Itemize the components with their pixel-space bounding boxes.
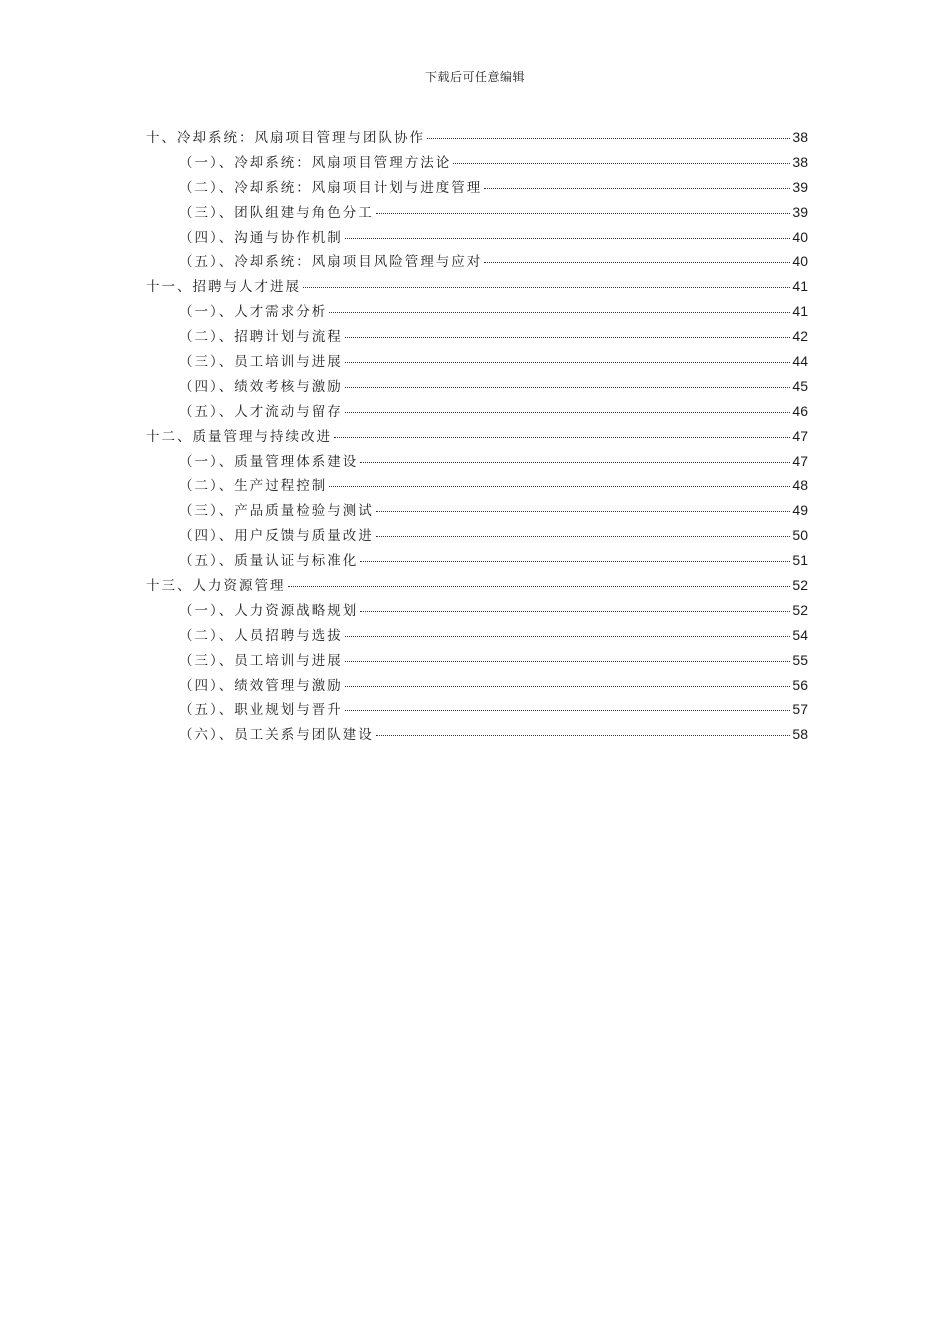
toc-section-entry[interactable]	[146, 599, 808, 624]
toc-dot-leader	[345, 337, 791, 338]
toc-entry-title: 十三、人力资源管理	[146, 578, 286, 595]
toc-entry-title: （五）、职业规划与晋升	[179, 702, 343, 719]
toc-section-entry[interactable]	[146, 400, 808, 425]
toc-page-number: 39	[792, 203, 808, 220]
toc-section-entry[interactable]	[146, 226, 808, 251]
toc-dot-leader	[303, 287, 790, 288]
toc-section-entry[interactable]	[146, 450, 808, 475]
toc-entry-title: 十二、质量管理与持续改进	[146, 428, 332, 445]
toc-page-number: 42	[792, 328, 808, 345]
toc-entry-title: （一）、质量管理体系建设	[179, 453, 359, 470]
toc-page-number: 47	[792, 452, 808, 469]
table-of-contents	[146, 126, 808, 748]
toc-page-number: 41	[792, 278, 808, 295]
toc-dot-leader	[288, 586, 791, 587]
toc-section-entry[interactable]	[146, 723, 808, 748]
toc-dot-leader	[376, 511, 791, 512]
toc-entry-title: （一）、人力资源战略规划	[179, 602, 359, 619]
toc-page-number: 52	[792, 601, 808, 618]
toc-entry-title: （一）、人才需求分析	[179, 304, 328, 321]
toc-dot-leader	[360, 561, 790, 562]
toc-section-entry[interactable]	[146, 549, 808, 574]
toc-chapter-entry[interactable]	[146, 126, 808, 151]
toc-dot-leader	[329, 312, 790, 313]
toc-page-number: 50	[792, 527, 808, 544]
toc-page-number: 49	[792, 502, 808, 519]
toc-entry-title: （二）、生产过程控制	[179, 478, 328, 495]
toc-entry-title: （四）、绩效考核与激励	[179, 378, 343, 395]
toc-dot-leader	[345, 412, 791, 413]
toc-dot-leader	[360, 462, 790, 463]
toc-page-number: 44	[792, 353, 808, 370]
toc-entry-title: （三）、员工培训与进展	[179, 354, 343, 371]
toc-section-entry[interactable]	[146, 350, 808, 375]
toc-entry-title: （三）、产品质量检验与测试	[179, 503, 374, 520]
toc-entry-title: （四）、用户反馈与质量改进	[179, 528, 374, 545]
toc-page-number: 57	[792, 701, 808, 718]
toc-dot-leader	[345, 387, 791, 388]
toc-section-entry[interactable]	[146, 375, 808, 400]
toc-dot-leader	[453, 163, 790, 164]
toc-dot-leader	[345, 636, 791, 637]
toc-dot-leader	[345, 710, 791, 711]
toc-page-number: 48	[792, 477, 808, 494]
toc-dot-leader	[360, 611, 790, 612]
toc-section-entry[interactable]	[146, 674, 808, 699]
toc-page-number: 41	[792, 303, 808, 320]
toc-section-entry[interactable]	[146, 649, 808, 674]
toc-section-entry[interactable]	[146, 325, 808, 350]
toc-dot-leader	[376, 735, 791, 736]
toc-page-number: 54	[792, 626, 808, 643]
toc-dot-leader	[484, 262, 790, 263]
toc-dot-leader	[329, 486, 790, 487]
toc-page-number: 47	[792, 427, 808, 444]
toc-dot-leader	[427, 138, 790, 139]
toc-page-number: 56	[792, 676, 808, 693]
toc-section-entry[interactable]	[146, 201, 808, 226]
toc-section-entry[interactable]	[146, 474, 808, 499]
toc-section-entry[interactable]	[146, 524, 808, 549]
toc-entry-title: （六）、员工关系与团队建设	[179, 727, 374, 744]
toc-section-entry[interactable]	[146, 300, 808, 325]
toc-chapter-entry[interactable]	[146, 574, 808, 599]
toc-entry-title: （三）、团队组建与角色分工	[179, 204, 374, 221]
toc-entry-title: （四）、绩效管理与激励	[179, 677, 343, 694]
toc-dot-leader	[345, 238, 791, 239]
page-header: 下载后可任意编辑	[424, 70, 525, 84]
toc-page-number: 40	[792, 228, 808, 245]
toc-page-number: 38	[792, 153, 808, 170]
toc-page-number: 52	[792, 577, 808, 594]
toc-chapter-entry[interactable]	[146, 425, 808, 450]
toc-entry-title: 十、冷却系统：风扇项目管理与团队协作	[146, 130, 425, 146]
toc-dot-leader	[345, 686, 791, 687]
toc-section-entry[interactable]	[146, 624, 808, 649]
toc-dot-leader	[376, 213, 791, 214]
toc-dot-leader	[376, 536, 791, 537]
toc-section-entry[interactable]	[146, 176, 808, 201]
toc-page-number: 58	[792, 726, 808, 743]
toc-dot-leader	[484, 188, 790, 189]
toc-entry-title: （五）、质量认证与标准化	[179, 553, 359, 570]
toc-page-number: 40	[792, 253, 808, 270]
toc-chapter-entry[interactable]	[146, 275, 808, 300]
toc-page-number: 39	[792, 178, 808, 195]
toc-section-entry[interactable]	[146, 151, 808, 176]
toc-dot-leader	[345, 661, 791, 662]
toc-section-entry[interactable]	[146, 250, 808, 275]
toc-page-number: 38	[792, 129, 808, 145]
toc-entry-title: （二）、人员招聘与选拔	[179, 627, 343, 644]
toc-entry-title: （四）、沟通与协作机制	[179, 229, 343, 246]
toc-section-entry[interactable]	[146, 698, 808, 723]
toc-entry-title: （五）、冷却系统：风扇项目风险管理与应对	[179, 254, 483, 271]
toc-section-entry[interactable]	[146, 499, 808, 524]
toc-entry-title: （一）、冷却系统：风扇项目管理方法论	[179, 154, 452, 171]
toc-dot-leader	[345, 362, 791, 363]
toc-entry-title: 十一、招聘与人才进展	[146, 279, 301, 296]
toc-page-number: 45	[792, 377, 808, 394]
toc-entry-title: （二）、冷却系统：风扇项目计划与进度管理	[179, 179, 483, 196]
toc-entry-title: （五）、人才流动与留存	[179, 403, 343, 420]
toc-entry-title: （三）、员工培训与进展	[179, 652, 343, 669]
toc-page-number: 55	[792, 651, 808, 668]
toc-page-number: 46	[792, 402, 808, 419]
toc-entry-title: （二）、招聘计划与流程	[179, 329, 343, 346]
toc-page-number: 51	[792, 552, 808, 569]
toc-dot-leader	[334, 437, 790, 438]
